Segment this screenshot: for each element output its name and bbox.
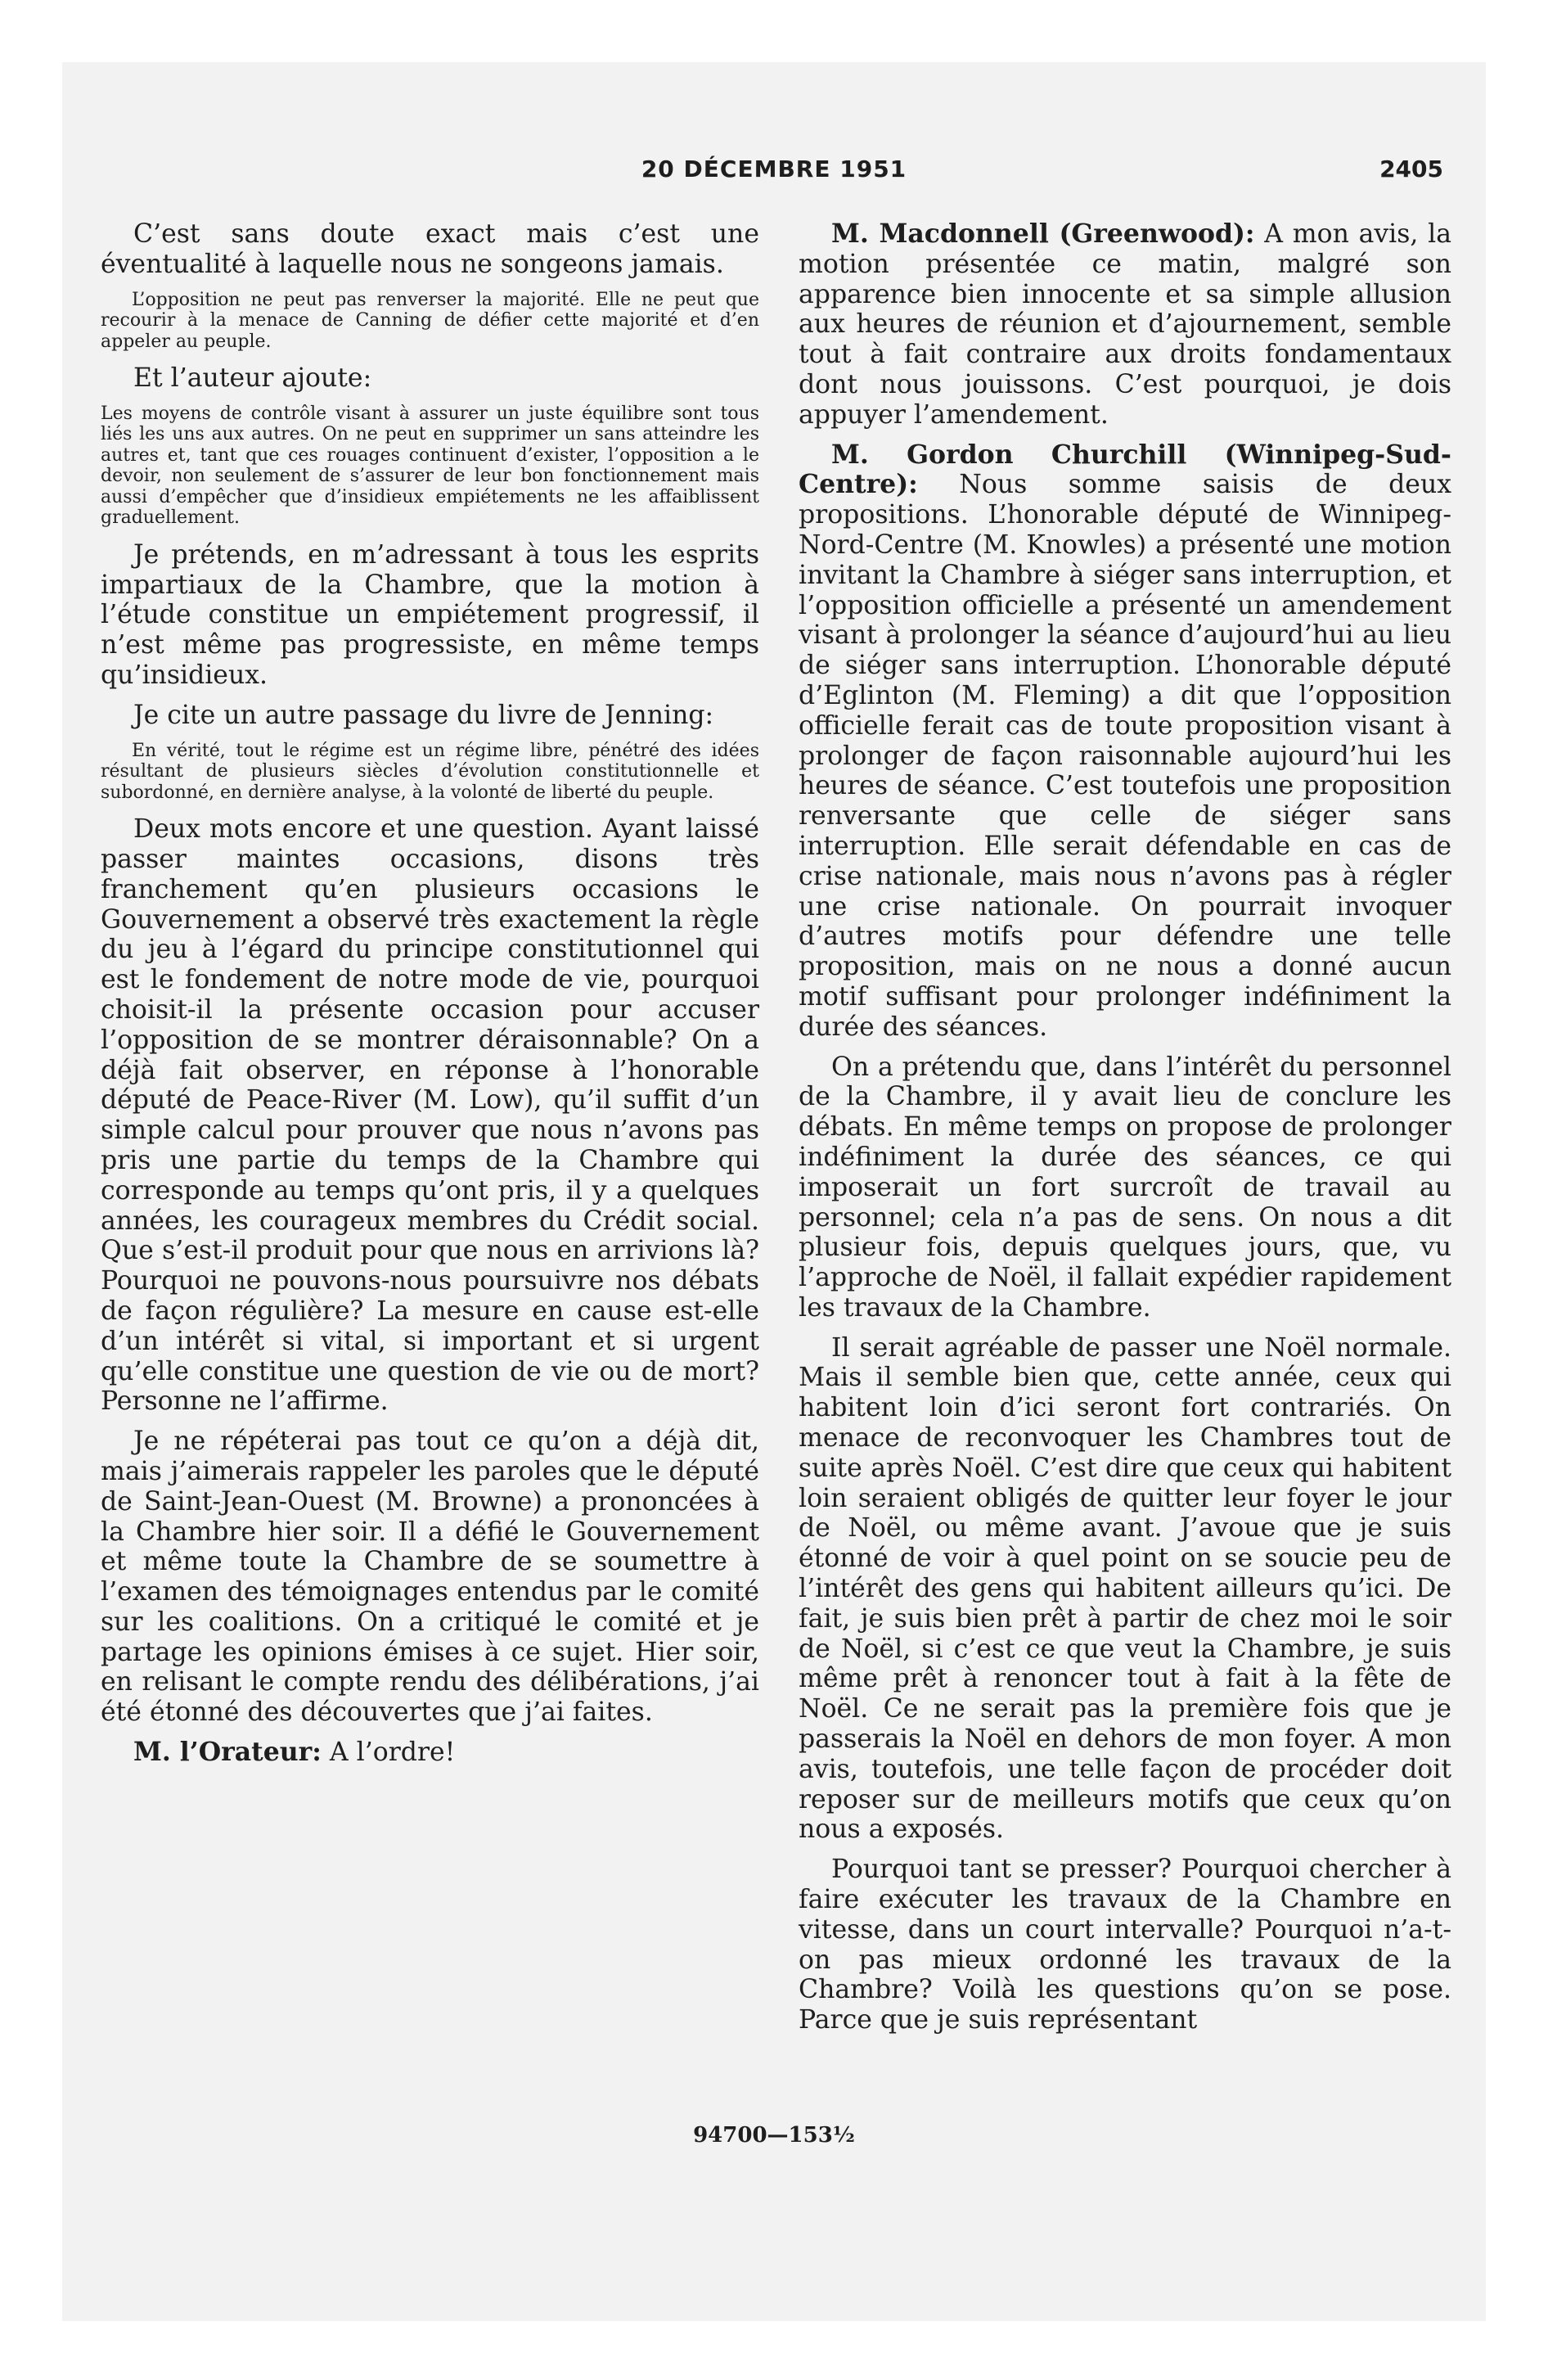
speech-text: Nous somme saisis de deux propositions. L’honorable député de Winnipeg-Nord-Centre (M. Knowles) a présenté une motion invitant la Chambre à siéger sans interruption, et l’opposition officielle a présenté un amendement visant à prolonger la séance d’aujourd’hui au lieu de siéger sans interruption. L’honorable député d’Eglinton (M. Fleming) a dit que l’opposition officielle ferait cas de toute proposition visant à prolonger de façon raisonnable aujourd’hui les heures de séance. C’est toutefois une proposition renversante que celle de siéger sans interruption. Elle serait défendable en cas de crise nationale, mais nous n’avons pas à régler une crise nationale. On pourrait invoquer d’autres motifs pour défendre une telle proposition, mais on ne nous a donné aucun motif suffisant pour prolonger indéfiniment la durée des séances. xyxy=(799,470,1451,1042)
paragraph: Je cite un autre passage du livre de Jenning: xyxy=(133,700,714,730)
paragraph: Deux mots encore et une question. Ayant laissé passer maintes occasions, disons très franchement qu’en plusieurs occasions le Gouvernement a observé très exactement la règle du jeu à l’égard du principe constitutionnel qui est le fondement de notre mode de vie, pourquoi choisit-il la présente occasion pour accuser l’opposition de se montrer déraisonnable? On a déjà fait observer, en réponse à l’honorable député de Peace-River (M. Low), qu’il suffit d’un simple calcul pour prouver que nous n’avons pas pris une partie du temps de la Chambre qui corresponde au temps qu’ont pris, il y a quelques années, les courageux membres du Crédit social. Que s’est-il produit pour que nous en arrivions là? Pourquoi ne pouvons-nous poursuivre nos débats de façon régulière? La mesure en cause est-elle d’un intérêt si vital, si important et si urgent qu’elle constitue une question de vie ou de mort? Personne ne l’affirme. xyxy=(101,814,759,1417)
paragraph: Je prétends, en m’adressant à tous les esprits impartiaux de la Chambre, que la motion à l’étude constitue un empiétement progressif, il n’est même pas progressiste, en même temps qu’insidieux. xyxy=(101,539,759,691)
speech-text: A mon avis, la motion présentée ce matin, malgré son apparence bien innocente et sa simple allusion aux heures de réunion et d’ajournement, semble tout à fait contraire aux droits fondamentaux dont nous jouissons. C’est pourquoi, je dois appuyer l’amendement. xyxy=(799,219,1452,430)
paragraph: C’est sans doute exact mais c’est une éventualité à laquelle nous ne songeons jamais. xyxy=(101,219,759,279)
block-quote: Les moyens de contrôle visant à assurer un juste équilibre sont tous liés les uns aux autres. On ne peut en supprimer un sans atteindre les autres et, tant que ces rouages continuent d’exister, l’opposition a le devoir, non seulement de s’assurer de leur bon fonctionnement mais aussi d’empêcher que d’insidieux empiétements ne les affaiblissent graduellement. xyxy=(101,403,759,529)
speaker-name: M. Macdonnell (Greenwood): xyxy=(831,219,1255,249)
paragraph: Et l’auteur ajoute: xyxy=(133,363,372,394)
block-quote: L’opposition ne peut pas renverser la majorité. Elle ne peut que recourir à la menace de Canning de défier cette majorité et d’en appeler au peuple. xyxy=(101,289,759,352)
block-quote: En vérité, tout le régime est un régime libre, pénétré des idées résultant de plusieurs siècles d’évolution constitutionnelle et subordonné, en dernière analyse, à la volonté de liberté du peuple. xyxy=(101,740,759,803)
speaker-name: M. Gordon Churchill (Winnipeg-Sud-Centre): xyxy=(799,439,1451,500)
header-date: 20 DÉCEMBRE 1951 xyxy=(641,156,907,183)
right-column xyxy=(799,219,1451,2045)
paragraph: Je ne répéterai pas tout ce qu’on a déjà dit, mais j’aimerais rappeler les paroles que le député de Saint-Jean-Ouest (M. Browne) a prononcées à la Chambre hier soir. Il a défié le Gouvernement et même toute la Chambre de se soumettre à l’examen des témoignages entendus par le comité sur les coalitions. On a critiqué le comité et je partage les opinions émises à ce sujet. Hier soir, en relisant le compte rendu des délibérations, j’ai été étonné des découvertes que j’ai faites. xyxy=(101,1427,759,1728)
paragraph: Pourquoi tant se presser? Pourquoi chercher à faire exécuter les travaux de la Chambre en vitesse, dans un court intervalle? Pourquoi n’a-t-on pas mieux ordonné les travaux de la Chambre? Voilà les questions qu’on se pose. Parce que je suis représentant xyxy=(799,1855,1451,2035)
speech-text: A l’ordre! xyxy=(329,1738,456,1768)
left-column xyxy=(101,219,759,1778)
speaker-name: M. l’Orateur: xyxy=(133,1737,322,1768)
page-header xyxy=(62,156,1486,196)
speaker-paragraph xyxy=(799,219,1451,430)
page-footer-code: 94700—153½ xyxy=(693,2123,855,2148)
page-number: 2405 xyxy=(1379,156,1443,183)
paragraph: Il serait agréable de passer une Noël normale. Mais il semble bien que, cette année, ceux qui habitent loin d’ici seront fort contrariés. On menace de reconvoquer les Chambres tout de suite après Noël. C’est dire que ceux qui habitent loin seraient obligés de quitter leur foyer le jour de Noël, ou même avant. J’avoue que je suis étonné de voir à quel point on se soucie peu de l’intérêt des gens qui habitent ailleurs qu’ici. De fait, je suis bien prêt à partir de chez moi le soir de Noël, si c’est ce que veut la Chambre, je suis même prêt à renoncer tout à fait à la fête de Noël. Ce ne serait pas la première fois que je passerais la Noël en dehors de mon foyer. A mon avis, toutefois, une telle façon de procéder doit reposer sur de meilleurs motifs que ceux qu’on nous a exposés. xyxy=(799,1332,1451,1845)
speaker-paragraph xyxy=(101,1738,759,1768)
speaker-paragraph xyxy=(799,440,1451,1043)
paragraph: On a prétendu que, dans l’intérêt du personnel de la Chambre, il y avait lieu de conclure les débats. En même temps on propose de prolonger indéfiniment la durée des séances, ce qui imposerait un fort surcroît de travail au personnel; cela n’a pas de sens. On nous a dit plusieur fois, depuis quelques jours, que, vu l’approche de Noël, il fallait expédier rapidement les travaux de la Chambre. xyxy=(799,1052,1451,1323)
